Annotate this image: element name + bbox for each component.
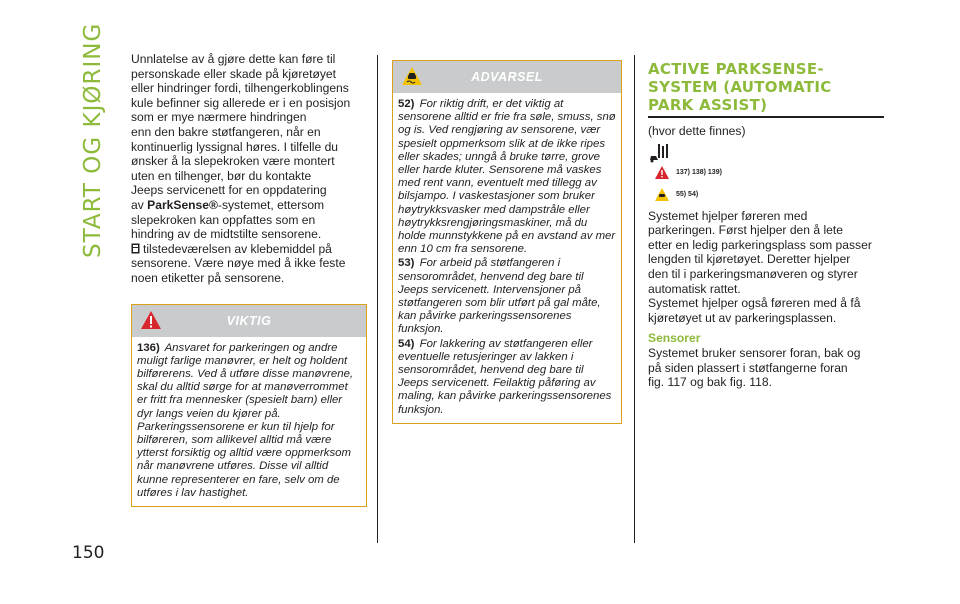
caution-text: For arbeid på støtfangeren i sensorområdet, henvend deg bare til Jeeps servicenett. Intervensjoner på støtfangeren som blir utført på gal måte, kan påvirke parkeringssensorenes funksjon. <box>398 257 601 336</box>
caution-number: 52) <box>398 98 415 110</box>
body-line: Systemet hjelper føreren med <box>648 208 808 223</box>
warning-label: VIKTIG <box>226 313 272 328</box>
body-line: Systemet bruker sensorer foran, bak og <box>648 345 861 360</box>
body-line: kontinuerlig lyssignal høres. I tilfelle du <box>131 139 339 154</box>
body-line <box>131 198 367 213</box>
section-rule <box>648 116 884 118</box>
body-line: noen etiketter på sensorene. <box>131 270 285 285</box>
body-line: slepekroken kan oppfattes som en <box>131 212 316 227</box>
body-line: automatisk rattet. <box>648 281 741 296</box>
caution-text: For lakkering av støtfangeren eller eventuelle retusjeringer av lakken i sensorområdet, henvend deg bare til Jeeps servicenett. Feilaktig påføring av maling, kan påvirke parkeringssensorenes funksjon. <box>398 337 612 416</box>
parksense-icon-row <box>648 139 884 165</box>
warning-body <box>132 337 366 506</box>
caution-triangle-icon <box>654 187 670 202</box>
warning-text: Ansvaret for parkeringen og andre muligt farlige manøvrer, er helt og holdent bilførerens. Ved å utføre disse manøvrene, skal du alltid sørge for at manøverrommet er fritt fra mennesker (spesielt barn) eller dyr langs veien du kjører på. Parkeringssensorene er kun til hjelp for bilføreren, som allikevel alltid må være ytterst forsiktig og alltid være oppmerksom når manøvrene utføres. Disse vil alltid kunne representerer en fare, selv om de utføres i lav hastighet. <box>137 341 354 499</box>
body-line: Jeeps servicenett for en oppdatering <box>131 183 327 198</box>
caution-body <box>393 93 621 423</box>
body-line: på siden plassert i støtfangerne foran <box>648 360 848 375</box>
caution-item <box>398 257 616 336</box>
body-line: Unnlatelse av å gjøre dette kan føre til <box>131 52 336 66</box>
body-line: kjøretøyet ut av parkeringsplassen. <box>648 310 837 325</box>
body-line: personskade eller skade på kjøretøyet <box>131 66 337 81</box>
body-line: fig. 117 og bak fig. 118. <box>648 375 772 390</box>
body-line: Systemet hjelper også føreren med å få <box>648 296 861 311</box>
body-line: eller hindringer fordi, tilhengerkoblingens <box>131 81 349 96</box>
caution-number: 54) <box>398 337 415 350</box>
parksense-icon <box>648 142 672 164</box>
parksense-suffix: -systemet, ettersom <box>217 197 325 212</box>
bullet-text: tilstedeværelsen av klebemiddel på <box>143 241 332 256</box>
column-left <box>131 52 367 507</box>
caution-refs-row <box>648 187 884 209</box>
book-bullet-icon <box>131 243 140 254</box>
warning-number: 136) <box>137 341 160 354</box>
caution-item <box>398 338 616 417</box>
body-line: ønsker å la slepekroken være montert <box>131 154 335 169</box>
subheading-sensors: Sensorer <box>648 331 701 346</box>
availability-note: (hvor dette finnes) <box>648 124 746 138</box>
body-line: lengden til kjøretøyet. Deretter hjelper <box>648 252 851 267</box>
warning-triangle-icon <box>654 165 670 180</box>
warning-refs-row <box>648 165 884 187</box>
caution-box <box>392 60 622 424</box>
column-middle <box>392 60 622 424</box>
section-title-line: SYSTEM (AUTOMATIC <box>648 78 832 96</box>
body-line: kule befinner sig allerede er i en posisjon <box>131 95 351 110</box>
caution-label: ADVARSEL <box>471 70 543 84</box>
warning-header <box>132 305 366 337</box>
section-title-line: PARK ASSIST) <box>648 96 768 114</box>
column-right <box>648 60 884 390</box>
body-line: etter en ledig parkeringsplass som passer <box>648 237 872 252</box>
caution-number: 53) <box>398 257 415 270</box>
parksense-brand: ParkSense® <box>147 197 218 212</box>
chapter-title: START OG KJØRING <box>80 22 106 258</box>
body-line: uten en tilhenger, bør du kontakte <box>131 168 312 183</box>
warning-refs: 137) 138) 139) <box>676 168 722 176</box>
section-title-line: ACTIVE PARKSENSE- <box>648 60 824 78</box>
caution-text: For riktig drift, er det viktig at sensorene alltid er frie fra søle, smuss, snø og is. Ved rengjøring av sensorene, vær spesielt oppmerksom slik at de ikke ripes eller skades; unngå å bruke tørre, grove eller harde kluter. Sensorene må vaskes med rent vann, eventuelt med tillegg av bilsjampo. I vaskestasjoner som bruker høytrykksvasker med dampstråle eller høytrykksrengjøringsmaskiner, må du holde munnstykkene på en avstand av mer enn 10 cm fra sensorene. <box>398 98 616 256</box>
caution-item <box>398 98 616 256</box>
warning-box <box>131 304 367 507</box>
body-line: sensorene. Være nøye med å ikke feste <box>131 256 346 271</box>
body-line: den til i parkeringsmanøveren og styrer <box>648 266 858 281</box>
av-prefix: av <box>131 197 144 212</box>
body-line: som er mye nærmere hindringen <box>131 110 307 125</box>
page-number: 150 <box>72 543 105 563</box>
column-divider <box>634 55 635 543</box>
caution-header <box>393 61 621 93</box>
column-divider <box>377 55 378 543</box>
body-line <box>131 242 367 257</box>
body-line: hindring av de midtstilte sensorene. <box>131 227 322 242</box>
caution-refs: 55) 54) <box>676 190 699 198</box>
body-line: parkeringen. Først hjelper den å lete <box>648 223 843 238</box>
body-line: enn den bakre støtfangeren, når en <box>131 124 321 139</box>
